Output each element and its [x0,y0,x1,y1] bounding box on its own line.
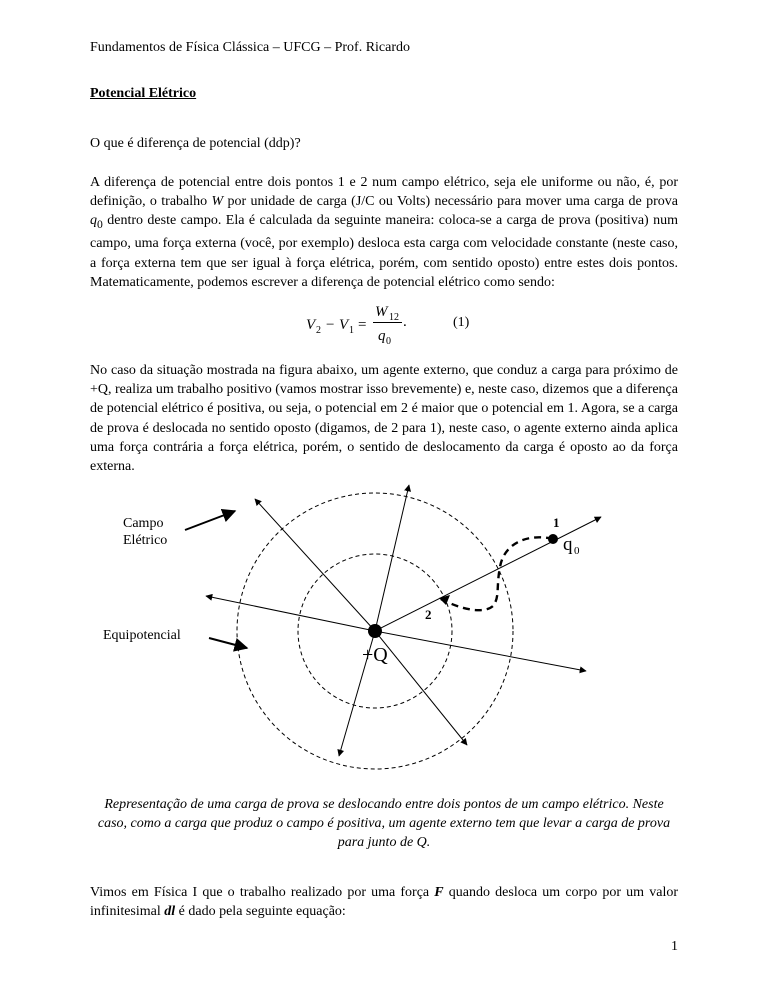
paragraph-text: Vimos em Física I que o trabalho realizado por uma força [90,885,435,900]
work-symbol: W [211,194,224,210]
eq-v1-sub: 1 [349,325,354,336]
paragraph-external-agent: No caso da situação mostrada na figura abaixo, um agente externo, que conduz a carga para próximo de +Q, realiza um trabalho positivo (vamos mostrar isso brevemente) e, neste caso, dizemos que a diferença de potencial elétrico é positiva, ou seja, o potencial em 2 é maior que o potencial em 1. Agora, se a carga de prova é deslocada no sentido oposto (digamos, de 2 para 1), neste caso, o agente externo ainda aplica uma força contrária a força elétrica, porém, o sentido de deslocamento da carga é oposto ao da força externa. [90,363,678,475]
eq-v1: V [339,317,349,333]
displacement-symbol: dl [164,904,176,920]
campo-label-pointer [185,511,235,530]
field-line [375,485,409,631]
field-line [375,631,467,745]
paragraph-text: quando desloca um corpo por um valor infinitesimal [90,885,678,920]
label-test-charge: q [563,534,573,555]
force-symbol: F [434,885,444,900]
section-title: Potencial Elétrico [90,86,197,101]
page-number: 1 [671,939,678,954]
label-point-2: 2 [425,607,432,622]
equipotencial-label-pointer [209,638,247,648]
page-header: Fundamentos de Física Clássica – UFCG – Prof. Ricardo [90,40,411,55]
paragraph-text: dentro deste campo. Ela é calculada da seguinte maneira: coloca-se a carga de prova (positiva) num campo, uma força externa (você, por exemplo) desloca esta carga com velocidade constante (neste caso, a força externa tem que ser igual à força elétrica, porém, com sentido oposto) entre estes dois pontos. Matematicamente, podemos escrever a diferença de potencial elétrico como sendo: [90,213,678,290]
paragraph-work [90,883,678,921]
paragraph-definition [90,173,678,292]
test-charge-symbol: q [90,213,97,229]
label-equipotencial: Equipotencial [103,628,181,643]
eq-number: (1) [453,315,470,330]
field-line [206,596,375,631]
eq-denominator-sub: 0 [386,336,391,346]
label-campo: Campo [123,516,164,531]
eq-numerator-sub: 12 [389,312,399,323]
eq-minus: − [326,317,335,333]
equation-1 [0,296,768,346]
field-line [375,631,586,671]
eq-equals: = [358,317,367,333]
field-line [255,499,375,631]
eq-v2: V [306,317,316,333]
figure-caption: Representação de uma carga de prova se deslocando entre dois pontos de um campo elétrico. Neste caso, como a carga que produz o campo é positiva, um agente externo tem que levar a carga de prova para junto de Q. [97,797,671,850]
eq-numerator-w: W [375,304,388,320]
source-charge [368,624,382,638]
question-text: O que é diferença de potencial (ddp)? [90,136,301,151]
test-charge-path [441,537,553,610]
label-source-charge: +Q [362,644,388,666]
eq-period: . [403,314,407,330]
label-point-1: 1 [553,515,560,530]
eq-denominator-q: q [378,328,386,344]
test-charge [548,534,558,544]
eq-v2-sub: 2 [316,325,321,336]
test-charge-subscript: 0 [97,218,103,232]
paragraph-text: por unidade de carga (J/C ou Volts) necessário para mover uma carga de prova [223,194,678,210]
label-test-charge-sub: 0 [574,545,580,557]
label-eletrico: Elétrico [123,533,168,548]
electric-field-diagram [0,475,768,780]
paragraph-text: A diferença de potencial entre dois pontos 1 e 2 num campo elétrico, seja ele uniforme ou não, é, por definição, o trabalho [90,175,678,210]
paragraph-text: é dado pela seguinte equação: [175,904,346,920]
